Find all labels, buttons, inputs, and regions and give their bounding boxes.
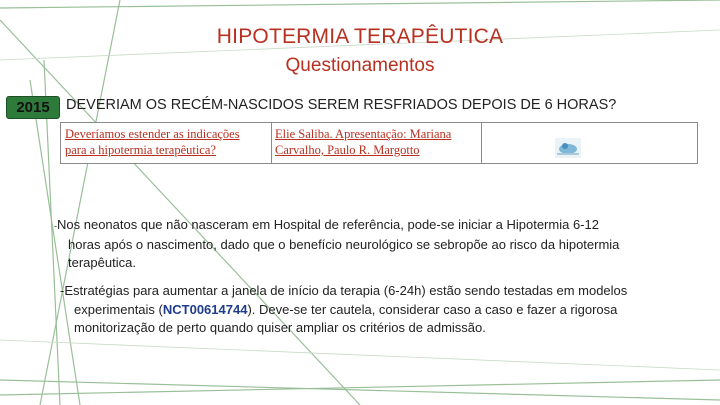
table-divider	[481, 123, 482, 163]
paragraph2-line2-post: ). Deve-se ter cautela, considerar caso a caso e fazer a rigorosa	[247, 301, 618, 317]
reference-link-article[interactable]	[65, 126, 270, 158]
reference-table	[60, 122, 698, 164]
reference-author-line1: Elie Saliba. Apresentação: Mariana	[275, 127, 452, 141]
paragraph-hospital-referencia	[54, 216, 674, 273]
table-divider	[271, 123, 272, 163]
question-row	[0, 96, 720, 118]
paragraph1-line3: terapêutica.	[68, 255, 136, 270]
deco-line-bottom	[0, 380, 720, 395]
paragraph1-line1: Nos neonatos que não nasceram em Hospital de referência, pode-se iniciar a Hipotermia 6-12	[57, 217, 599, 232]
slide-title: HIPOTERMIA TERAPÊUTICA	[216, 25, 504, 48]
reference-author-line2: Carvalho, Paulo R. Margotto	[275, 143, 420, 157]
paragraph2-line1: -Estratégias para aumentar a janela de início da terapia (6-24h) estão sendo testadas em modelos	[60, 283, 628, 298]
bullet-dash: -	[54, 221, 57, 231]
paragraph2-line2	[60, 301, 680, 320]
reference-article-line2: para a hipotermia terapêutica?	[65, 143, 216, 157]
paragraph-estrategias	[60, 282, 680, 338]
deco-line-bottom-2	[0, 380, 720, 400]
paragraph2-line2-pre: experimentais (	[74, 301, 163, 317]
slide-subtitle: Questionamentos	[285, 55, 435, 76]
question-text: DEVERIAM OS RECÉM-NASCIDOS SEREM RESFRIADOS DEPOIS DE 6 HORAS?	[66, 97, 617, 113]
reference-link-author[interactable]	[275, 126, 480, 158]
deco-line-top	[0, 0, 720, 8]
reference-article-line1: Deveríamos estender as indicações	[65, 127, 240, 141]
paragraph1-line2: horas após o nascimento, dado que o benefício neurológico se sebropõe ao risco da hipotermia	[68, 236, 620, 252]
year-badge: 2015	[6, 96, 60, 119]
deco-line-faint-2	[0, 340, 720, 370]
document-thumbnail-icon[interactable]	[555, 138, 581, 158]
trial-code: NCT00614744	[162, 301, 248, 317]
paragraph2-line3: monitorização de perto quando quiser ampliar os critérios de admissão.	[74, 320, 486, 335]
